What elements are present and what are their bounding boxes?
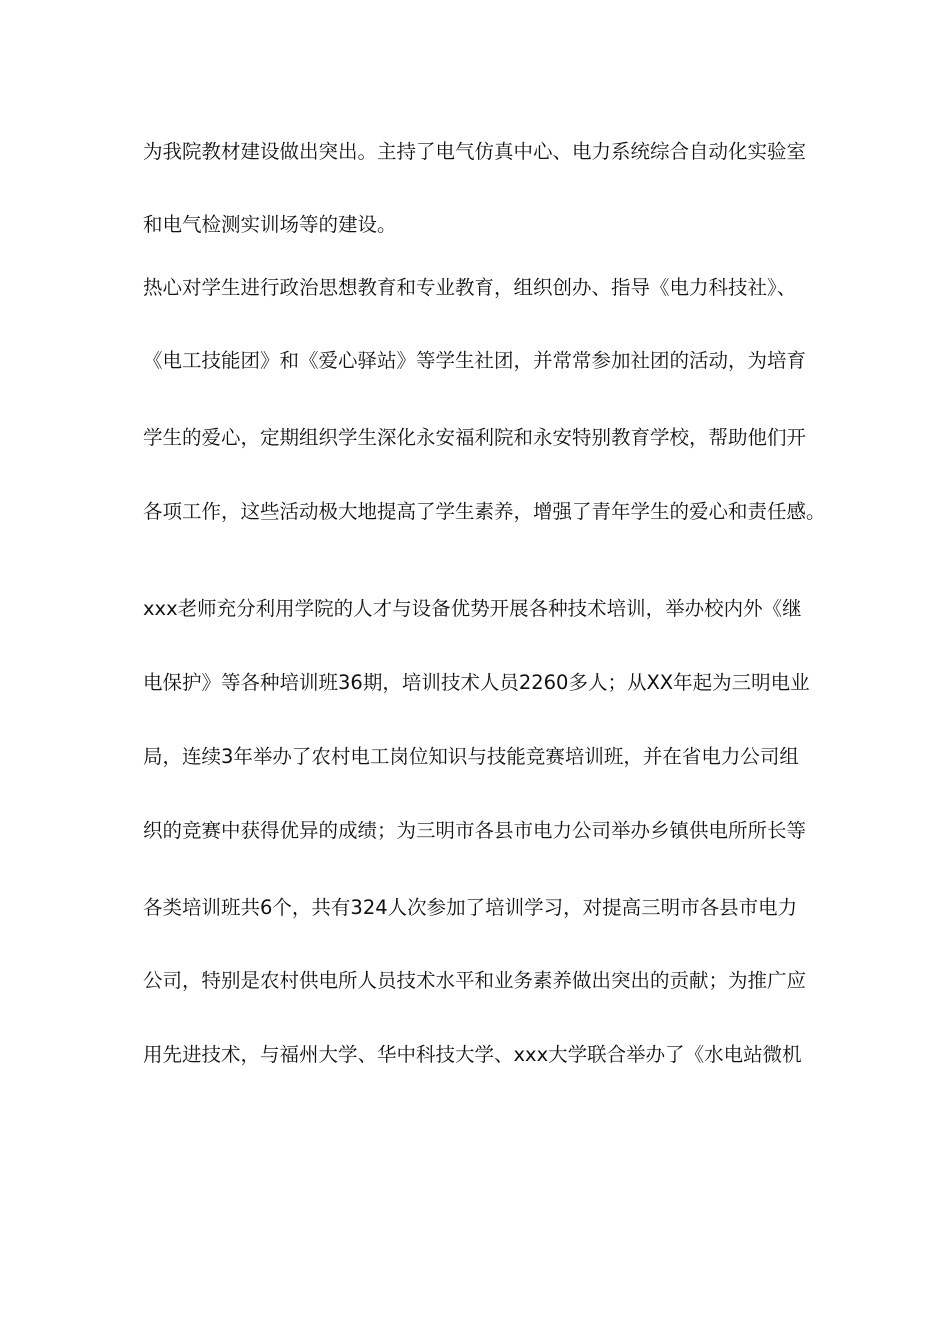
text-line: 学生的爱心，定期组织学生深化永安福利院和永安特别教育学校，帮助他们开 <box>143 426 807 449</box>
text-line: 为我院教材建设做出突出。主持了电气仿真中心、电力系统综合自动化实验室 <box>143 140 807 163</box>
text-line: 和电气检测实训场等的建设。 <box>143 213 397 236</box>
text-line: 电保护》等各种培训班36期，培训技术人员2260多人；从XX年起为三明电业 <box>143 671 810 694</box>
text-line: 用先进技术，与福州大学、华中科技大学、xxx大学联合举办了《水电站微机 <box>143 1043 802 1066</box>
text-line: 公司，特别是农村供电所人员技术水平和业务素养做出突出的贡献；为推广应 <box>143 969 807 992</box>
text-line: 局，连续3年举办了农村电工岗位知识与技能竞赛培训班，并在省电力公司组 <box>143 745 799 768</box>
text-line: 《电工技能团》和《爱心驿站》等学生社团，并常常参加社团的活动，为培育 <box>143 349 807 372</box>
text-line: 各项工作，这些活动极大地提高了学生素养，增强了青年学生的爱心和责任感。 <box>143 500 826 523</box>
text-line: 各类培训班共6个，共有324人次参加了培训学习，对提高三明市各县市电力 <box>143 896 798 919</box>
text-line: 织的竞赛中获得优异的成绩；为三明市各县市电力公司举办乡镇供电所所长等 <box>143 819 807 842</box>
text-line: xxx老师充分利用学院的人才与设备优势开展各种技术培训，举办校内外《继 <box>143 597 802 620</box>
text-line: 热心对学生进行政治思想教育和专业教育，组织创办、指导《电力科技社》、 <box>143 276 797 299</box>
